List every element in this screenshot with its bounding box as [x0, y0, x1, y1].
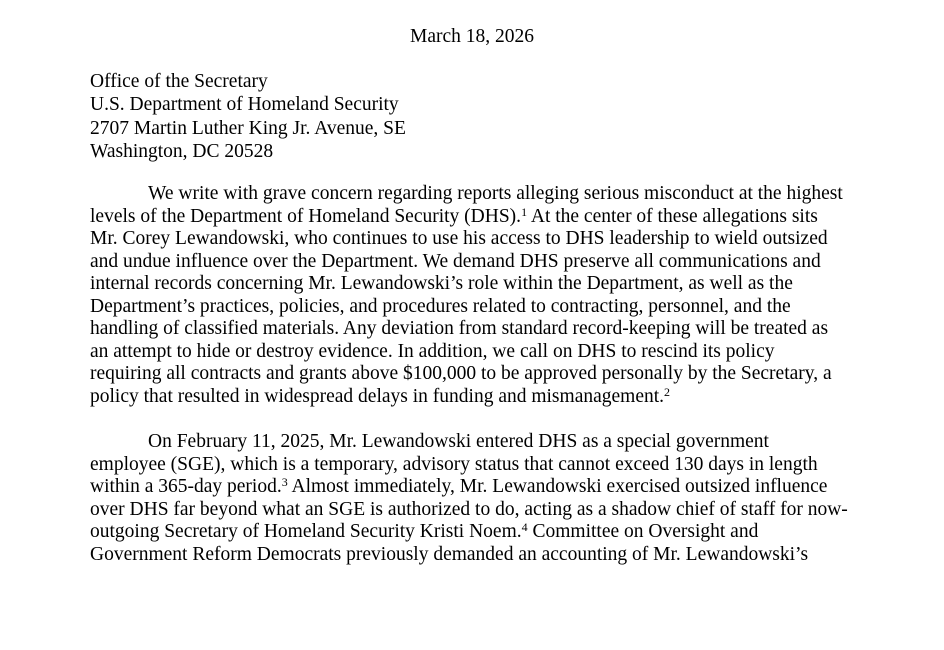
paragraph-line: [90, 521, 848, 544]
recipient-street: 2707 Martin Luther King Jr. Avenue, SE: [90, 117, 406, 139]
text-segment: Committee on Oversight and: [527, 521, 759, 542]
recipient-department: U.S. Department of Homeland Security: [90, 94, 399, 116]
text-segment: within a 365-day period.: [90, 476, 282, 497]
footnote-ref-1: 1: [521, 204, 528, 219]
text-segment: At the center of these allegations sits: [527, 205, 818, 227]
text-segment: policy that resulted in widespread delays in funding and mismanagement.: [90, 385, 665, 407]
letter-date: March 18, 2026: [409, 26, 535, 47]
paragraph-line: Government Reform Democrats previously demanded an accounting of Mr. Lewandowski’s: [90, 543, 809, 565]
recipient-city: Washington, DC 20528: [90, 140, 274, 162]
text-segment: Almost immediately, Mr. Lewandowski exercised outsized influence: [287, 476, 828, 497]
paragraph-line: Mr. Corey Lewandowski, who continues to use his access to DHS leadership to wield outsized: [90, 228, 828, 249]
body-paragraph-1: [90, 183, 843, 408]
paragraph-line: We write with grave concern regarding reports alleging serious misconduct at the highest: [148, 183, 843, 204]
paragraph-line: Department’s practices, policies, and procedures related to contracting, personnel, and the: [90, 295, 791, 317]
paragraph-line: an attempt to hide or destroy evidence. In addition, we call on DHS to rescind its policy: [90, 340, 775, 362]
recipient-office: Office of the Secretary: [90, 71, 268, 92]
paragraph-line: [90, 386, 843, 409]
paragraph-line: internal records concerning Mr. Lewandowski’s role within the Department, as well as the: [90, 273, 793, 294]
paragraph-line: handling of classified materials. Any deviation from standard record-keeping will be treated as: [90, 318, 829, 339]
footnote-ref-2: 2: [664, 384, 671, 399]
footnote-ref-4: 4: [521, 520, 528, 534]
paragraph-line: requiring all contracts and grants above $100,000 to be approved personally by the Secretary, a: [90, 363, 832, 384]
paragraph-line: and undue influence over the Department. We demand DHS preserve all communications and: [90, 250, 821, 272]
paragraph-line: On February 11, 2025, Mr. Lewandowski entered DHS as a special government: [148, 431, 769, 452]
text-segment: levels of the Department of Homeland Security (DHS).: [90, 205, 522, 227]
paragraph-line: [90, 206, 843, 229]
paragraph-line: [90, 476, 848, 499]
footnote-ref-3: 3: [281, 475, 288, 489]
body-paragraph-2: [90, 431, 848, 566]
text-segment: outgoing Secretary of Homeland Security Kristi Noem.: [90, 521, 522, 542]
recipient-address: [90, 70, 406, 163]
paragraph-line: employee (SGE), which is a temporary, advisory status that cannot exceed 130 days in length: [90, 453, 818, 475]
paragraph-line: over DHS far beyond what an SGE is authorized to do, acting as a shadow chief of staff for now-: [90, 498, 848, 520]
